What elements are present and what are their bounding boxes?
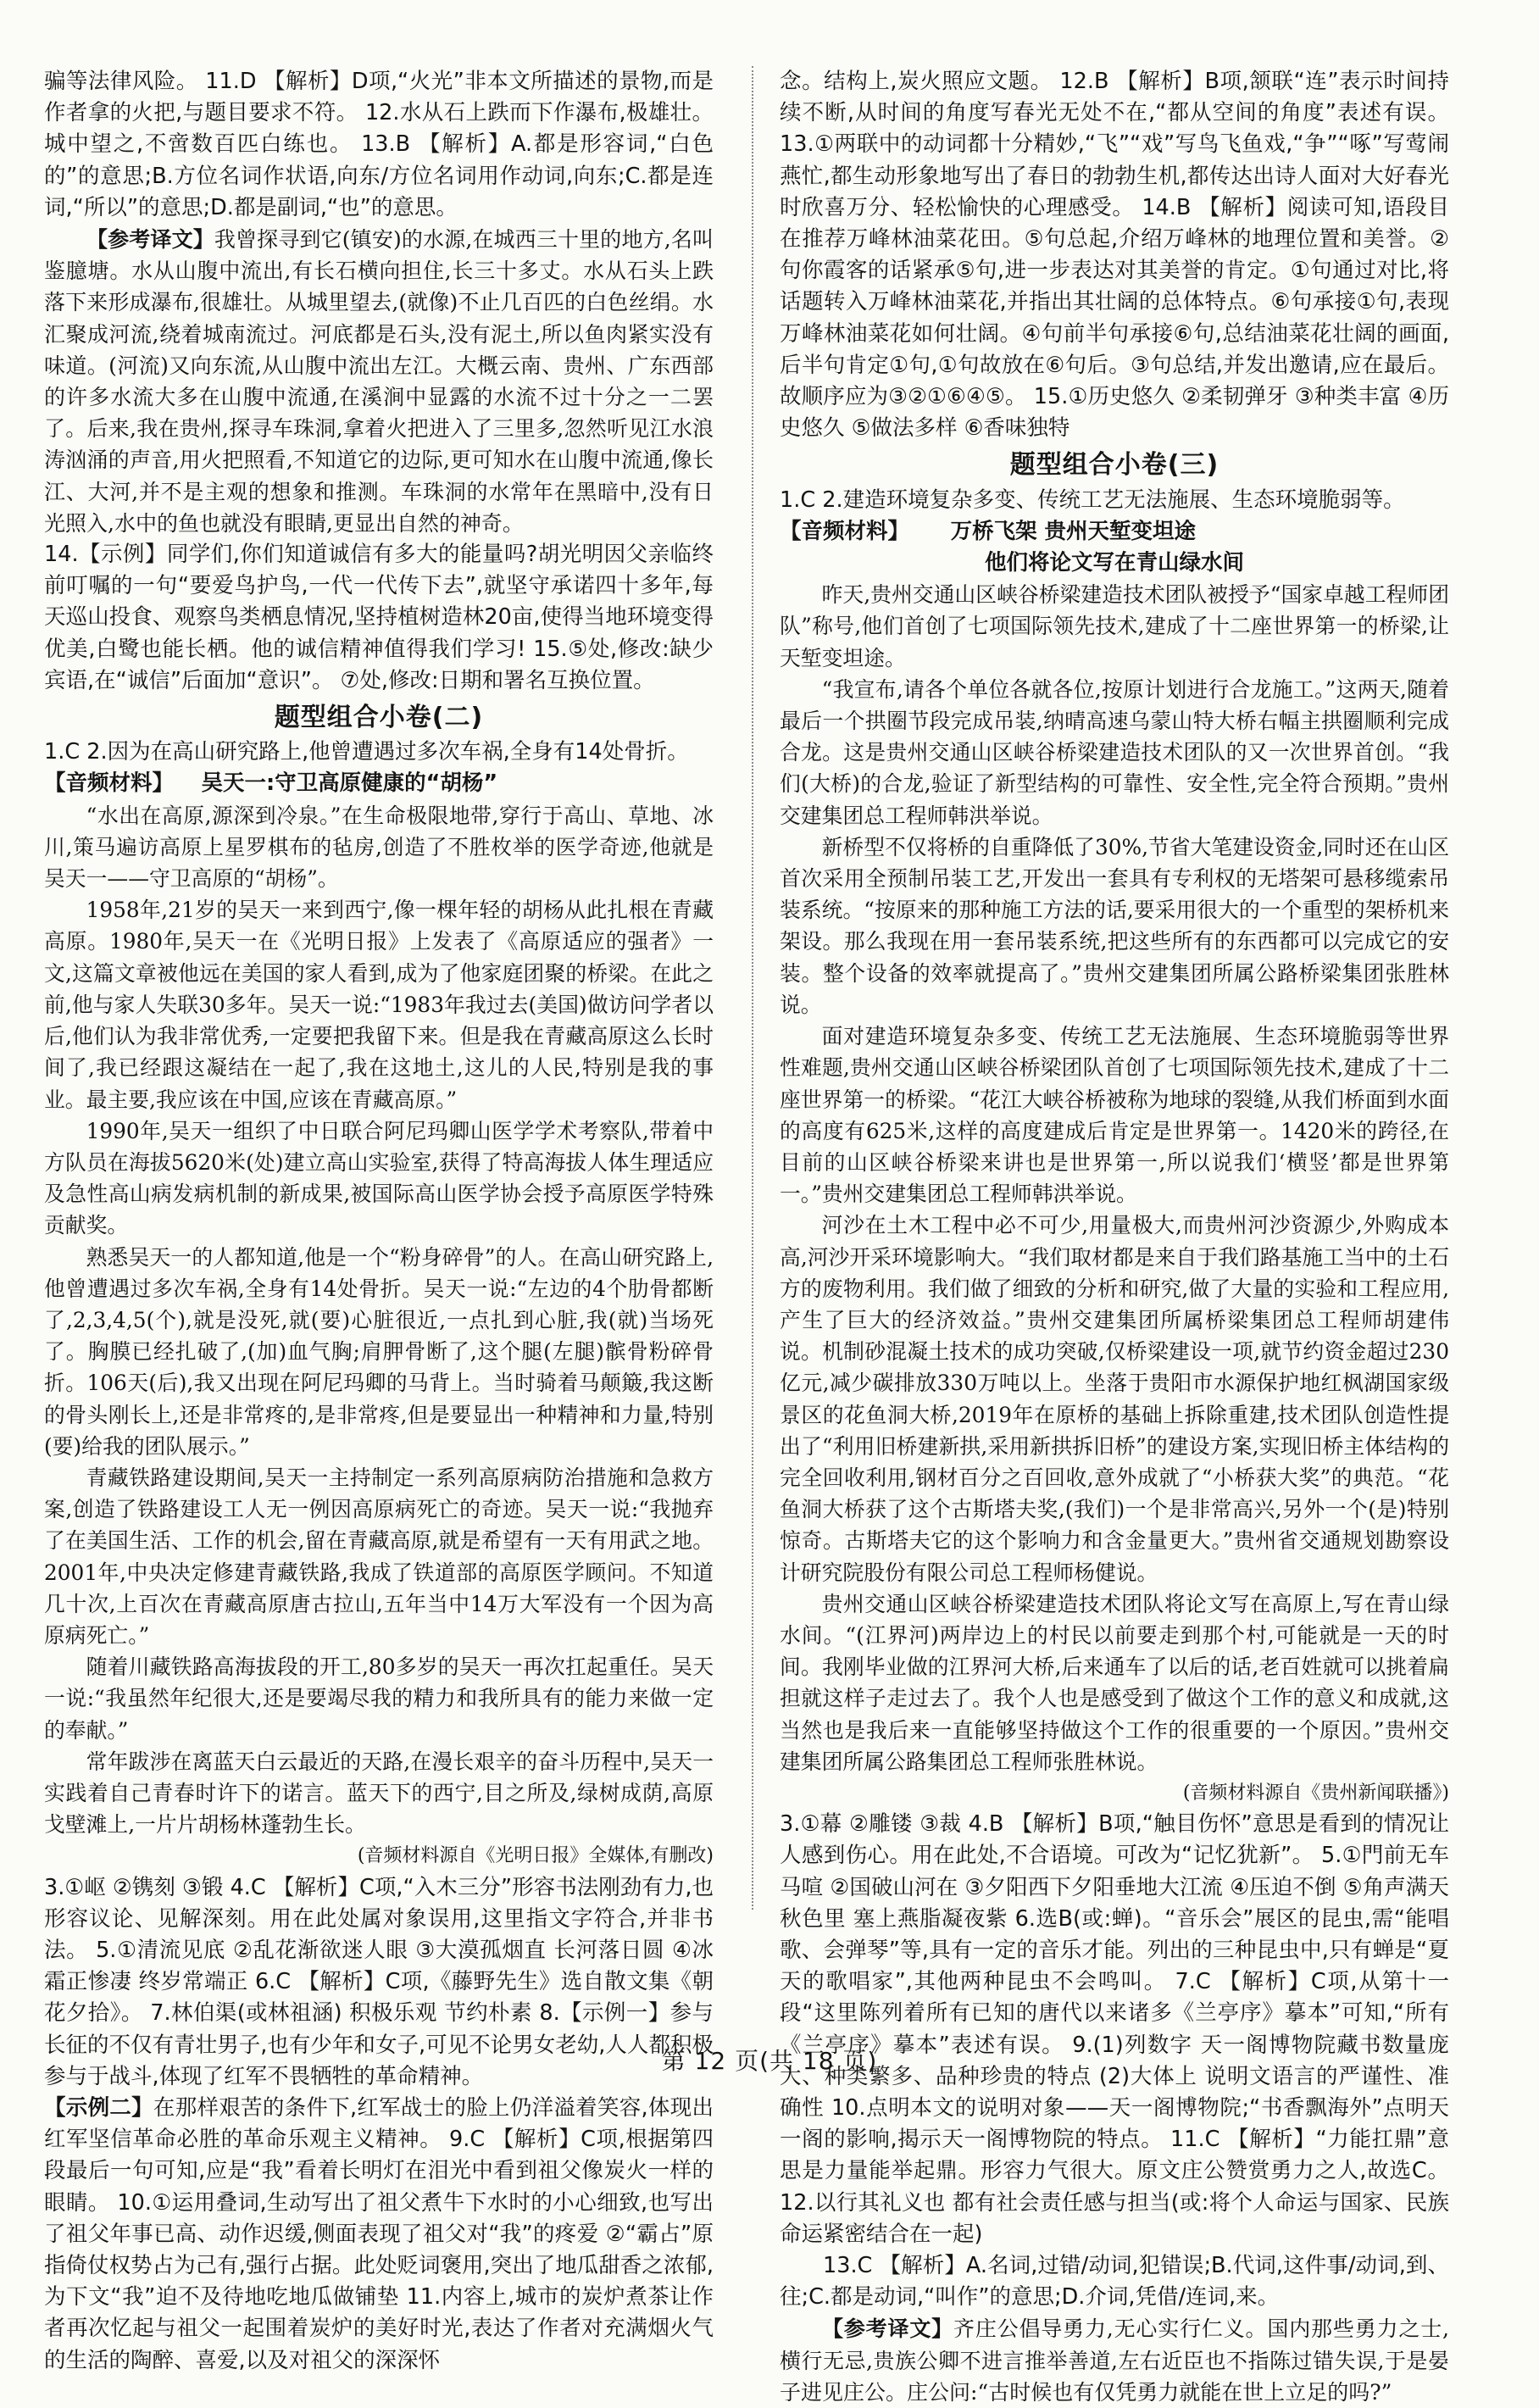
answer-block bbox=[44, 2093, 714, 2377]
answer-block: 1.C 2.建造环境复杂多变、传统工艺无法施展、生态环境脆弱等。 bbox=[780, 487, 1405, 513]
example-tag: 【示例二】 bbox=[44, 2095, 153, 2121]
audio-paragraph: 贵州交通山区峡谷桥梁建造技术团队将论文写在高原上,写在青山绿水间。“(江界河)两岸边上的村民以前要走到那个村,可能就是一天的时间。我刚毕业做的江界河大桥,后来通车了以后的话,老百姓就可以挑着扁担就这样子走过去了。我个人也是感受到了做这个工作的意义和成就,这当然也是我后来一直能够坚持做这个工作的很重要的一个原因。”贵州交建集团所属公路集团总工程师张胜林说。 bbox=[780, 1591, 1449, 1774]
audio-source: (音频材料源自《光明日报》全媒体,有删改) bbox=[357, 1845, 714, 1867]
left-column bbox=[44, 66, 714, 2373]
audio-paragraph: 河沙在土木工程中必不可少,用量极大,而贵州河沙资源少,外购成本高,河沙开采环境影响大。“我们取材都是来自于我们路基施工当中的土石方的废物利用。我们做了细致的分析和研究,做了大量的实验和工程应用,产生了巨大的经济效益。”贵州交建集团所属桥梁集团总工程师胡建伟说。机制砂混凝土技术的成功突破,仅桥梁建设一项,就节约资金超过230亿元,减少碳排放330万吨以上。坐落于贵阳市水源保护地红枫湖国家级景区的花鱼洞大桥,2019年在原桥的基础上拆除重建,技术团队创造性提出了“利用旧桥建新拱,采用新拱拆旧桥”的建设方案,实现旧桥主体结构的完全回收利用,钢材百分之百回收,意外成就了“小桥获大奖”的典范。“花鱼洞大桥获了这个古斯塔夫奖,(我们)一个是非常高兴,另外一个(是)特别惊奇。古斯塔夫它的这个影响力和含金量更大。”贵州省交通规划勘察设计研究院股份有限公司总工程师杨健说。 bbox=[780, 1213, 1449, 1585]
audio-paragraph: 青藏铁路建设期间,吴天一主持制定一系列高原病防治措施和急救方案,创造了铁路建设工人无一例因高原病死亡的奇迹。吴天一说:“我抛弃了在美国生活、工作的机会,留在青藏高原,就是希望有一天有用武之地。2001年,中央决定修建青藏铁路,我成了铁道部的高原医学顾问。不知道几十次,上百次在青藏高原唐古拉山,五年当中14万大军没有一个因为高原病死亡。” bbox=[44, 1465, 714, 1648]
audio-header bbox=[780, 516, 1449, 548]
audio-paragraph: “水出在高原,源深到冷泉。”在生命极限地带,穿行于高山、草地、冰川,策马遍访高原上星罗棋布的毡房,创造了不胜枚举的医学奇迹,他就是吴天一——守卫高原的“胡杨”。 bbox=[44, 803, 714, 892]
audio-paragraph: 1958年,21岁的吴天一来到西宁,像一棵年轻的胡杨从此扎根在青藏高原。1980年,吴天一在《光明日报》上发表了《高原适应的强者》一文,这篇文章被他远在美国的家人看到,成为了他家庭团聚的桥梁。在此之前,他与家人失联30多年。吴天一说:“1983年我过去(美国)做访问学者以后,他们认为我非常优秀,一定要把我留下来。但是我在青藏高原这么长时间了,我已经跟这凝结在一起了,我在这地土,这儿的人民,特别是我的事业。最主要,我应该在中国,应该在青藏高原。” bbox=[44, 898, 714, 1112]
audio-tag: 【音频材料】 bbox=[44, 770, 175, 797]
audio-subtitle: 他们将论文写在青山绿水间 bbox=[984, 550, 1244, 576]
answer-block: 1.C 2.因为在高山研究路上,他曾遭遇过多次车祸,全身有14处骨折。 bbox=[44, 739, 689, 765]
answer-block: 3.①幕 ②雕镂 ③裁 4.B 【解析】B项,“触目伤怀”意思是看到的情况让人感到伤心。用在此处,不合语境。可改为“记忆犹新”。 5.①門前无车马喧 ②国破山河在 ③夕阳西下夕阳垂地大江流 ④压迫不倒 ⑤角声满天秋色里 塞上燕脂凝夜紫 6.选B(或:蝉)。“音乐会”展区的昆虫,需“能唱歌、会弹琴”等,具有一定的音乐才能。列出的三种昆虫中,只有蝉是“夏天的歌唱家”,其他两种昆虫不会鸣叫。 7.C 【解析】C项,从第十一段“这里陈列着所有已知的唐代以来诸多《兰亭序》摹本”可知,“所有《兰亭序》摹本”表述有误。 9.(1)列数字 天一阁博物院藏书数量庞大、种类繁多、品种珍贵的特点 (2)大体上 说明文语言的严谨性、准确性 10.点明本文的说明对象——天一阁博物院;“书香飘海外”点明天一阁的影响,揭示天一阁博物院的特点。 11.C 【解析】“力能扛鼎”意思是力量能举起鼎。形容力气很大。原文庄公赞赏勇力之人,故选C。 12.以行其礼义也 都有社会责任感与担当(或:将个人命运与国家、民族命运紧密结合在一起) bbox=[780, 1811, 1449, 2247]
answer-block: 3.①岖 ②镌刻 ③锻 4.C 【解析】C项,“入木三分”形容书法刚劲有力,也形容议论、见解深刻。用在此处属对象误用,这里指文字符合,并非书法。 5.①清流见底 ②乱花渐欲迷人眼 ③大漠孤烟直 长河落日圆 ④冰霜正惨凄 终岁常端正 6.C 【解析】C项,《藤野先生》选自散文集《朝花夕拾》。 7.林伯渠(或林祖涵) 积极乐观 节约朴素 8.【示例一】参与长征的不仅有青壮男子,也有少年和女子,可见不论男女老幼,人人都积极参与于战斗,体现了红军不畏牺牲的革命精神。 bbox=[44, 1874, 714, 2089]
answer-block: 14.【示例】同学们,你们知道诚信有多大的能量吗?胡光明因父亲临终前叮嘱的一句“要爱鸟护鸟,一代一代传下去”,就坚守承诺四十多年,每天巡山投食、观察鸟类栖息情况,坚持植树造林20亩,使得当地环境变得优美,白鹭也能长栖。他的诚信精神值得我们学习! 15.⑤处,修改:缺少宾语,在“诚信”后面加“意识”。 ⑦处,修改:日期和署名互换位置。 bbox=[44, 542, 714, 693]
audio-source: (音频材料源自《贵州新闻联播》) bbox=[1182, 1782, 1449, 1804]
answer-block: 13.C 【解析】A.名词,过错/动词,犯错误;B.代词,这件事/动词,到、往;C.都是动词,“叫作”的意思;D.介词,凭借/连词,来。 bbox=[780, 2253, 1449, 2311]
translation-tag: 【参考译文】 bbox=[86, 227, 214, 253]
translation-text: 齐庄公倡导勇力,无心实行仁义。国内那些勇力之士,横行无忌,贵族公卿不进言推举善道,左右近臣也不指陈过错失误,于是晏子进见庄公。庄公问:“古时候也有仅凭勇力就能在世上立足的吗?” bbox=[780, 2316, 1449, 2405]
audio-paragraph: 面对建造环境复杂多变、传统工艺无法施展、生态环境脆弱等世界性难题,贵州交通山区峡谷桥梁团队首创了七项国际领先技术,建成了十二座世界第一的桥梁。“花江大峡谷桥被称为地球的裂缝,从我们桥面到水面的高度有625米,这样的高度建成后肯定是世界第一。1420米的跨径,在目前的山区峡谷桥梁来讲也是世界第一,所以说我们‘横竖’都是世界第一。”贵州交建集团总工程师韩洪举说。 bbox=[780, 1024, 1449, 1207]
answer-block: 念。结构上,炭火照应文题。 12.B 【解析】B项,颔联“连”表示时间持续不断,从时间的角度写春光无处不在,“都从空间的角度”表述有误。 13.①两联中的动词都十分精妙,“飞”“戏”写鸟飞鱼戏,“争”“啄”写莺闹燕忙,都生动形象地写出了春日的勃勃生机,都传达出诗人面对大好春光时欣喜万分、轻松愉快的心理感受。 14.B 【解析】阅读可知,语段目在推荐万峰林油菜花田。⑤句总起,介绍万峰林的地理位置和美誉。②句你霞客的话紧承⑤句,进一步表达对其美誉的肯定。①句通过对比,将话题转入万峰林油菜花,并指出其壮阔的总体特点。⑥句承接①句,表现万峰林油菜花如何壮阔。④句前半句承接⑥句,总结油菜花壮阔的画面,后半句肯定①句,①句故放在⑥句后。③句总结,并发出邀请,应在最后。故顺序应为③②①⑥④⑤。 15.①历史悠久 ②柔韧弹牙 ③种类丰富 ④历史悠久 ⑤做法多样 ⑥香味独特 bbox=[780, 69, 1449, 442]
audio-paragraph: 新桥型不仅将桥的自重降低了30%,节省大笔建设资金,同时还在山区首次采用全预制吊装工艺,开发出一套具有专利权的无塔架可悬移缆索吊装系统。“按原来的那种施工方法的话,要采用很大的一个重型的架桥机来架设。那么我现在用一套吊装系统,把这些所有的东西都可以完成它的安装。整个设备的效率就提高了。”贵州交建集团所属公路桥梁集团张胜林说。 bbox=[780, 834, 1449, 1017]
audio-paragraph: 随着川藏铁路高海拔段的开工,80多岁的吴天一再次扛起重任。吴天一说:“我虽然年纪很大,还是要竭尽我的精力和我所具有的能力来做一定的奉献。” bbox=[44, 1654, 714, 1743]
audio-tag: 【音频材料】 bbox=[780, 518, 910, 544]
page-number: 第 12 页(共 18 页) bbox=[661, 2047, 878, 2075]
answer-text: 在那样艰苦的条件下,红军战士的脸上仍洋溢着笑容,体现出红军坚信革命必胜的革命乐观主义精神。 9.C 【解析】C项,根据第四段最后一句可知,应是“我”看着长明灯在泪光中看到祖父像炭火一样的眼睛。 10.①运用叠词,生动写出了祖父煮牛下水时的小心细致,也写出了祖父年事已高、动作迟缓,侧面表现了祖父对“我”的疼爱 ②“霸占”原指倚仗权势占为己有,强行占据。此处贬词褒用,突出了地瓜甜香之浓郁,为下文“我”迫不及待地吃地瓜做铺垫 11.内容上,城市的炭炉煮茶让作者再次忆起与祖父一起围着炭炉的美好时光,表达了作者对充满烟火气的生活的陶醉、喜爱,以及对祖父的深深怀 bbox=[44, 2095, 714, 2373]
reference-translation bbox=[44, 224, 714, 539]
right-column bbox=[780, 66, 1449, 2405]
audio-paragraph: “我宣布,请各个单位各就各位,按原计划进行合龙施工。”这两天,随着最后一个拱圈节段完成吊装,纳晴高速乌蒙山特大桥右幅主拱圈顺利完成合龙。这是贵州交通山区峡谷桥梁建造技术团队的又一次世界首创。“我们(大桥)的合龙,验证了新型结构的可靠性、安全性,完全符合预期。”贵州交建集团总工程师韩洪举说。 bbox=[780, 676, 1449, 828]
audio-paragraph: 昨天,贵州交通山区峡谷桥梁建造技术团队被授予“国家卓越工程师团队”称号,他们首创了七项国际领先技术,建成了十二座世界第一的桥梁,让天堑变坦途。 bbox=[780, 582, 1449, 670]
column-divider bbox=[752, 66, 753, 1910]
translation-tag: 【参考译文】 bbox=[822, 2316, 953, 2342]
section-heading: 题型组合小卷(二) bbox=[274, 703, 484, 733]
translation-text: 我曾探寻到它(镇安)的水源,在城西三十里的地方,名叫鉴臆塘。水从山腹中流出,有长石横向担住,长三十多丈。水从石头上跌落下来形成瀑布,很雄壮。从城里望去,(就像)不止几百匹的白色丝绢。水汇聚成河流,绕着城南流过。河底都是石头,没有泥土,所以鱼肉紧实没有味道。(河流)又向东流,从山腹中流出左江。大概云南、贵州、广东西部的许多水流大多在山腹中流通,在溪涧中显露的水流不过十分之一二罢了。后来,我在贵州,探寻车珠洞,拿着火把进入了三里多,忽然听见江水浪涛汹涌的声音,用火把照看,不知道它的边际,更可知水在山腹中流通,像长江、大河,并不是主观的想象和推测。车珠洞的水常年在黑暗中,没有日光照入,水中的鱼也就没有眼睛,更显出自然的神奇。 bbox=[44, 227, 714, 536]
audio-paragraph: 常年跋涉在离蓝天白云最近的天路,在漫长艰辛的奋斗历程中,吴天一实践着自己青春时许下的诺言。蓝天下的西宁,目之所及,绿树成荫,高原戈壁滩上,一片片胡杨林蓬勃生长。 bbox=[44, 1749, 714, 1838]
section-heading: 题型组合小卷(三) bbox=[1009, 450, 1220, 481]
reference-translation bbox=[780, 2313, 1449, 2408]
audio-title: 吴天一:守卫高原健康的“胡杨” bbox=[201, 770, 498, 797]
audio-title: 万桥飞架 贵州天堑变坦途 bbox=[950, 518, 1197, 544]
answer-block: 骗等法律风险。 11.D 【解析】D项,“火光”非本文所描述的景物,而是作者拿的火把,与题目要求不符。 12.水从石上跌而下作瀑布,极雄壮。城中望之,不啻数百匹白练也。 13.B 【解析】A.都是形容词,“白色的”的意思;B.方位名词作状语,向东/方位名词用作动词,向东;C.都是连词,“所以”的意思;D.都是副词,“也”的意思。 bbox=[44, 69, 714, 220]
audio-paragraph: 熟悉吴天一的人都知道,他是一个“粉身碎骨”的人。在高山研究路上,他曾遭遇过多次车祸,全身有14处骨折。吴天一说:“左边的4个肋骨都断了,2,3,4,5(个),就是没死,就(要)心脏很近,一点扎到心脏,我(就)当场死了。胸膜已经扎破了,(加)血气胸;肩胛骨断了,这个腿(左腿)髌骨粉碎骨折。106天(后),我又出现在阿尼玛卿的马背上。当时骑着马颠簸,我这断的骨头刚长上,还是非常疼的,是非常疼,但是要显出一种精神和力量,特别(要)给我的团队展示。” bbox=[44, 1244, 714, 1459]
audio-header bbox=[44, 768, 714, 799]
audio-paragraph: 1990年,吴天一组织了中日联合阿尼玛卿山医学学术考察队,带着中方队员在海拔5620米(处)建立高山实验室,获得了特高海拔人体生理适应及急性高山病发病机制的新成果,被国际高山医学协会授予高原医学特殊贡献奖。 bbox=[44, 1118, 714, 1238]
